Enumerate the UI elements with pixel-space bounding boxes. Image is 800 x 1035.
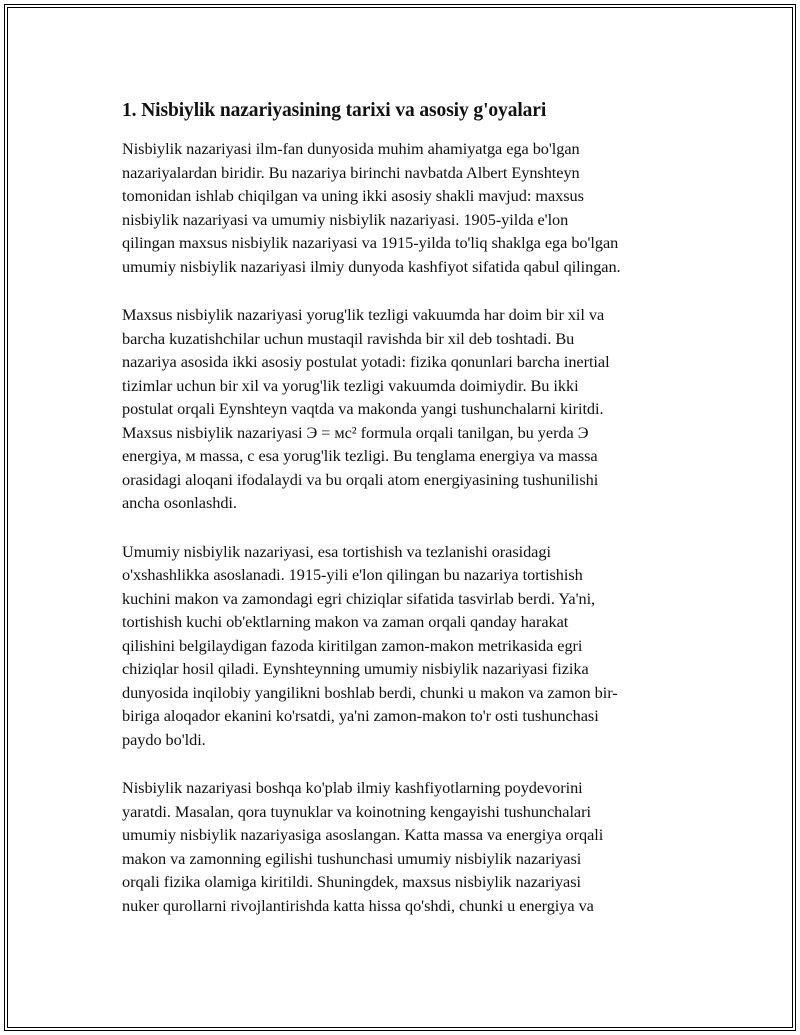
text-line: barcha kuzatishchilar uchun mustaqil ravishda bir xil deb toshtadi. Bu xyxy=(122,328,575,348)
text-line: umumiy nisbiylik nazariyasi ilmiy dunyoda kashfiyot sifatida qabul qilingan. xyxy=(122,256,621,276)
paragraph-2 xyxy=(122,303,697,515)
text-line: qilishini belgilaydigan fazoda kiritilgan zamon-makon metrikasida egri xyxy=(122,635,583,655)
text-line: orqali fizika olamiga kiritildi. Shuningdek, maxsus nisbiylik nazariyasi xyxy=(122,872,581,891)
text-line: ancha osonlashdi. xyxy=(122,493,237,512)
paragraph-3 xyxy=(122,540,697,752)
text-line: dunyosida inqilobiy yangilikni boshlab berdi, chunki u makon va zamon bir- xyxy=(122,682,618,702)
text-line: makon va zamonning egilishi tushunchasi umumiy nisbiylik nazariyasi xyxy=(122,848,582,868)
paragraph-1 xyxy=(122,137,697,278)
text-line: nazariyalardan biridir. Bu nazariya birinchi navbatda Albert Eynshteyn xyxy=(122,162,580,182)
document-body xyxy=(122,98,697,942)
text-line: biriga aloqador ekanini ko'rsatdi, ya'ni zamon-makon to'r osti tushunchasi xyxy=(122,706,599,725)
text-line: tizimlar uchun bir xil va yorug'lik tezligi vakuumda doimiydir. Bu ikki xyxy=(122,375,579,395)
text-line: Maxsus nisbiylik nazariyasi Э = мс² formula orqali tanilgan, bu yerda Э xyxy=(122,422,589,442)
text-line: nisbiylik nazariyasi va umumiy nisbiylik nazariyasi. 1905-yilda e'lon xyxy=(122,209,569,229)
text-line: Nisbiylik nazariyasi ilm-fan dunyosida muhim ahamiyatga ega bo'lgan xyxy=(122,139,580,158)
text-line: tortishish kuchi ob'ektlarning makon va zaman orqali qanday harakat xyxy=(122,612,569,631)
text-line: Nisbiylik nazariyasi boshqa ko'plab ilmiy kashfiyotlarning poydevorini xyxy=(122,778,583,797)
text-line: orasidagi aloqani ifodalaydi va bu orqali atom energiyasining tushunilishi xyxy=(122,469,599,489)
text-line: chiziqlar hosil qiladi. Eynshteynning umumiy nisbiylik nazariyasi fizika xyxy=(122,659,589,678)
text-line: Umumiy nisbiylik nazariyasi, esa tortishish va tezlanishi orasidagi xyxy=(122,541,551,561)
text-line: qilingan maxsus nisbiylik nazariyasi va 1915-yilda to'liq shaklga ega bo'lgan xyxy=(122,233,619,252)
text-line: umumiy nisbiylik nazariyasiga asoslangan. Katta massa va energiya orqali xyxy=(122,825,604,844)
text-line: yaratdi. Masalan, qora tuynuklar va koinotning kengayishi tushunchalari xyxy=(122,801,591,821)
text-line: postulat orqali Eynshteyn vaqtda va makonda yangi tushunchalarni kiritdi. xyxy=(122,399,604,418)
text-line: Maxsus nisbiylik nazariyasi yorug'lik tezligi vakuumda har doim bir xil va xyxy=(122,305,605,324)
text-line: nuker qurollarni rivojlantirishda katta hissa qo'shdi, chunki u energiya va xyxy=(122,895,594,915)
text-line: tomonidan ishlab chiqilgan va uning ikki asosiy shakli mavjud: maxsus xyxy=(122,186,584,205)
page-frame xyxy=(4,4,796,1031)
text-line: energiya, м massa, c esa yorug'lik tezligi. Bu tenglama energiya va massa xyxy=(122,446,598,465)
text-line: nazariya asosida ikki asosiy postulat yotadi: fizika qonunlari barcha inertial xyxy=(122,352,610,371)
paragraph-4 xyxy=(122,776,697,917)
section-heading: 1. Nisbiylik nazariyasining tarixi va asosiy g'oyalari xyxy=(122,100,547,121)
text-line: o'xshashlikka asoslanadi. 1915-yili e'lon qilingan bu nazariya tortishish xyxy=(122,565,583,584)
text-line: paydo bo'ldi. xyxy=(122,729,206,749)
text-line: kuchini makon va zamondagi egri chiziqlar sifatida tasvirlab berdi. Ya'ni, xyxy=(122,588,596,608)
